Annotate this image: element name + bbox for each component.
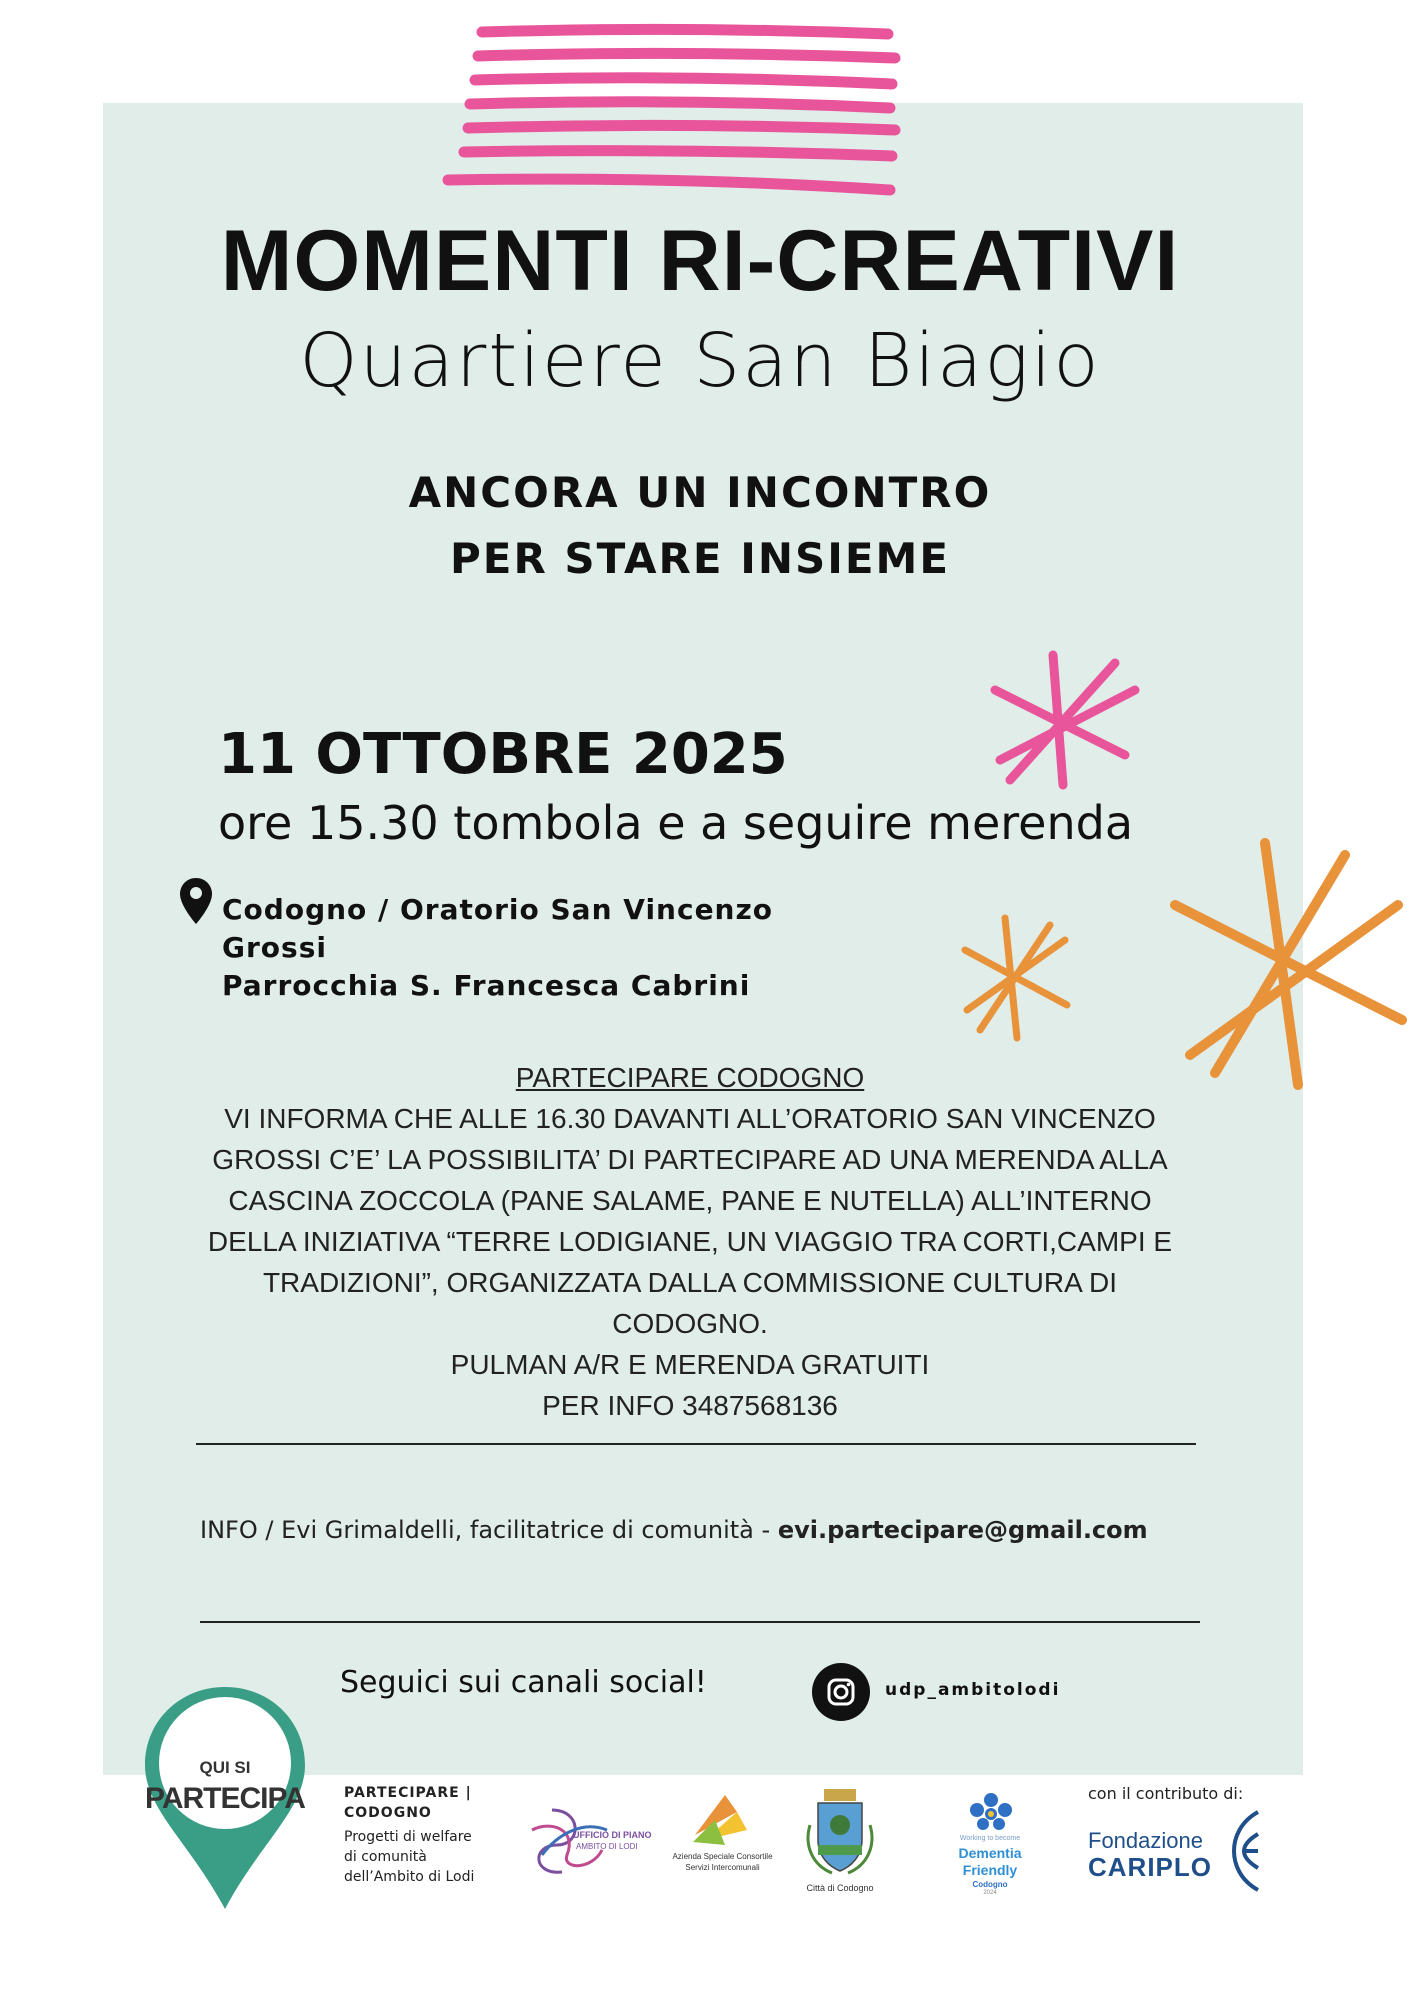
tagline-line-1: ANCORA UN INCONTRO bbox=[408, 468, 992, 517]
page-title: MOMENTI RI-CREATIVI bbox=[220, 213, 1180, 309]
contact-email-link[interactable]: evi.partecipare@gmail.com bbox=[777, 1516, 1148, 1544]
notice-line: DELLA INIZIATIVA “TERRE LODIGIANE, UN VIAGGIO TRA CORTI,CAMPI E bbox=[207, 1226, 1173, 1257]
organizer-desc-2: di comunità bbox=[344, 1849, 427, 1865]
divider-bottom bbox=[200, 1621, 1200, 1623]
contact-prefix: INFO / Evi Grimaldelli, facilitatrice di comunità - bbox=[200, 1516, 778, 1544]
notice-line: PULMAN A/R E MERENDA GRATUITI bbox=[450, 1349, 930, 1380]
notice-line: PER INFO 3487568136 bbox=[542, 1390, 838, 1421]
notice-heading: PARTECIPARE CODOGNO bbox=[515, 1062, 865, 1093]
organizer-desc-3: dell’Ambito di Lodi bbox=[344, 1869, 475, 1885]
azienda-label-1: Azienda Speciale Consortile bbox=[672, 1852, 773, 1861]
contact-info bbox=[200, 1516, 1148, 1544]
location-pin-icon bbox=[178, 876, 214, 926]
organizer-name-2: CODOGNO bbox=[344, 1805, 432, 1821]
notice-line: TRADIZIONI”, ORGANIZZATA DALLA COMMISSIONE CULTURA DI bbox=[262, 1267, 1118, 1298]
divider-top bbox=[196, 1443, 1196, 1445]
cariplo-mark-icon bbox=[1230, 1808, 1260, 1894]
badge-line-2: PARTECIPA bbox=[145, 1782, 305, 1815]
organizer-name-1: PARTECIPARE | bbox=[344, 1785, 472, 1801]
fondazione-label-2: CARIPLO bbox=[1088, 1852, 1212, 1882]
event-time: ore 15.30 tombola e a seguire merenda bbox=[218, 796, 1134, 850]
ufficio-di-piano-logo bbox=[522, 1800, 617, 1880]
ufficio-label-1: UFFICIO DI PIANO bbox=[573, 1830, 652, 1840]
dementia-label-4: Codogno bbox=[972, 1880, 1008, 1889]
instagram-icon[interactable] bbox=[812, 1663, 870, 1721]
instagram-handle-link[interactable]: udp_ambitolodi bbox=[885, 1680, 1061, 1700]
dementia-friendly-flower-icon bbox=[963, 1786, 1019, 1834]
fondazione-label-1: Fondazione bbox=[1088, 1828, 1203, 1853]
citta-di-codogno-crest bbox=[798, 1785, 882, 1880]
tagline-line-2: PER STARE INSIEME bbox=[449, 534, 951, 583]
location-line-2: Grossi bbox=[222, 931, 327, 964]
azienda-label-2: Servizi Intercomunali bbox=[685, 1863, 760, 1872]
organizer-block bbox=[344, 1783, 474, 1887]
pink-star-icon bbox=[985, 645, 1145, 795]
pink-brush-strokes bbox=[440, 18, 920, 198]
orange-small-star-icon bbox=[955, 910, 1075, 1045]
location-line-3: Parrocchia S. Francesca Cabrini bbox=[222, 969, 751, 1002]
dementia-label-1: Working to become bbox=[959, 1835, 1021, 1842]
dementia-label-2: Dementia bbox=[958, 1845, 1022, 1861]
ufficio-label-2: AMBITO DI LODI bbox=[576, 1842, 638, 1851]
notice-line: GROSSI C’E’ LA POSSIBILITA’ DI PARTECIPARE AD UNA MERENDA ALLA bbox=[212, 1144, 1168, 1175]
orange-large-star-icon bbox=[1170, 835, 1410, 1095]
notice-line: CODOGNO. bbox=[612, 1308, 768, 1339]
organizer-desc-1: Progetti di welfare bbox=[344, 1829, 472, 1845]
dementia-label-5: 2024 bbox=[983, 1890, 997, 1896]
social-prompt: Seguici sui canali social! bbox=[340, 1665, 707, 1700]
badge-line-1: QUI SI bbox=[199, 1758, 251, 1777]
location-line-1: Codogno / Oratorio San Vincenzo bbox=[222, 893, 774, 926]
page-subtitle: Quartiere San Biagio bbox=[299, 318, 1101, 404]
notice-line: CASCINA ZOCCOLA (PANE SALAME, PANE E NUTELLA) ALL’INTERNO bbox=[228, 1185, 1152, 1216]
notice-line: VI INFORMA CHE ALLE 16.30 DAVANTI ALL’ORATORIO SAN VINCENZO bbox=[224, 1103, 1156, 1134]
event-date: 11 OTTOBRE 2025 bbox=[218, 722, 788, 787]
contributo-label: con il contributo di: bbox=[1088, 1784, 1244, 1803]
dementia-label-3: Friendly bbox=[962, 1862, 1018, 1878]
citta-label: Città di Codogno bbox=[806, 1883, 874, 1893]
azienda-speciale-logo bbox=[685, 1790, 755, 1850]
